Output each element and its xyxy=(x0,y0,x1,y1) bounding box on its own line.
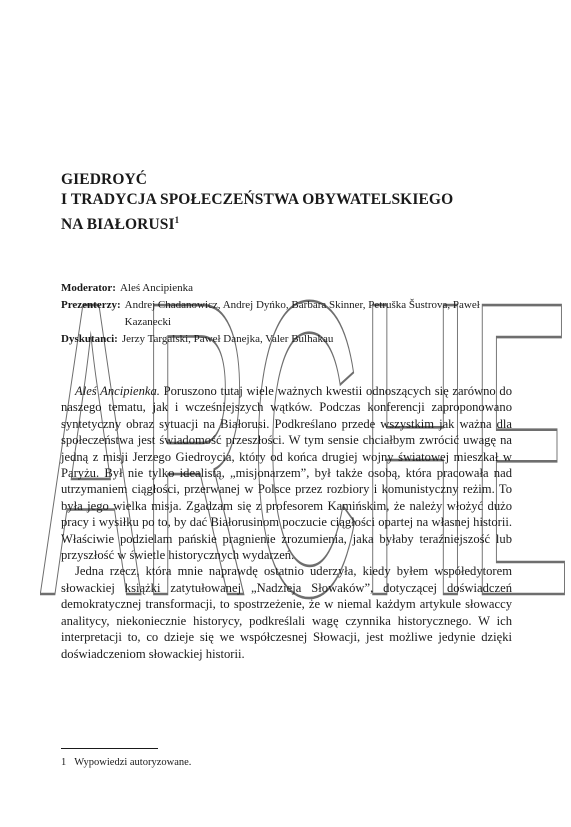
presenters-label: Prezenterzy: xyxy=(61,299,121,311)
footnote-marker: 1 xyxy=(174,215,180,225)
title-line-2: I TRADYCJA SPOŁECZEŃSTWA OBYWATELSKIEGO xyxy=(61,191,454,208)
presenters-names: Andrej Chadanowicz, Andrej Dyńko, Barbara Skinner, Petruška Šustrova, Paweł Kazanecki xyxy=(124,299,480,328)
watermark-text: ARCHE xyxy=(40,215,571,646)
footnote-text: Wypowiedzi autoryzowane. xyxy=(74,757,192,768)
article-title xyxy=(61,170,512,235)
footnote-divider xyxy=(61,748,158,749)
presenters-row xyxy=(61,297,512,331)
discussants-label: Dyskutanci: xyxy=(61,333,118,345)
footnote xyxy=(61,757,191,768)
moderator-label: Moderator: xyxy=(61,282,116,294)
article xyxy=(61,170,512,662)
discussants-names: Jerzy Targalski, Paweł Danejka, Valer Bulhakau xyxy=(121,333,334,345)
discussants-row xyxy=(61,331,512,348)
paragraph-1 xyxy=(61,383,512,563)
footnote-number: 1 xyxy=(61,757,67,768)
title-line-3: NA BIAŁORUSI xyxy=(61,216,175,233)
paragraph-2: Jedna rzecz, która mnie naprawdę ostatnio uderzyła, kiedy byłem współedytorem słowackiej książki zatytułowanej „Nadzieja Słowaków”, dotyczącej doświadczeń demokratycznej transformacji, to spostrzeżenie, że w niemal każdym artykule słowaccy analitycy, niekoniecznie historycy, podkreślali wagę czynnika historycznego. W ich interpretacji to, co dzieje się we współczesnej Słowacji, jest możliwe jedynie dzięki doświadczeniom słowackiej historii. xyxy=(61,564,512,661)
paragraph-1-text: Poruszono tutaj wiele ważnych kwestii odnoszących się zarówno do naszego tematu, jak i wcześniejszych wątków. Podczas konferencji zaproponowano syntetyczny obraz sytuacji na Białorusi. Podkreślano przede wszystkim jak ważna dla społeczeństwa jest świadomość przeszłości. W tym sensie chciałbym zwrócić uwagę na jedną z misji Jerzego Giedroycia, który od końca drugiej wojny światowej mieszkał w Paryżu. Był nie tylko idealistą, „misjonarzem”, był także osobą, która pracowała nad utrzymaniem ciągłości, przerwanej w Polsce przez rozbiory i komunistyczny reżim. To była jego wielka misja. Zgadzam się z profesorem Kamińskim, że należy włożyć dużo pracy i wysiłku po to, by dać Białorusinom poczucie ciągłości opartej na własnej historii. Właściwie podzielam pańskie pragnienie zrozumienia, jaka byłaby teraźniejszość lub przyszłość w świetle historycznych wydarzeń. xyxy=(61,384,512,563)
moderator-name: Aleś Ancipienka xyxy=(119,282,193,294)
title-line-1: GIEDROYĆ xyxy=(61,171,148,188)
speaker-name: Aleś Ancipienka. xyxy=(75,384,160,398)
article-body xyxy=(61,383,512,662)
participants-block xyxy=(61,280,512,348)
moderator-row xyxy=(61,280,512,297)
